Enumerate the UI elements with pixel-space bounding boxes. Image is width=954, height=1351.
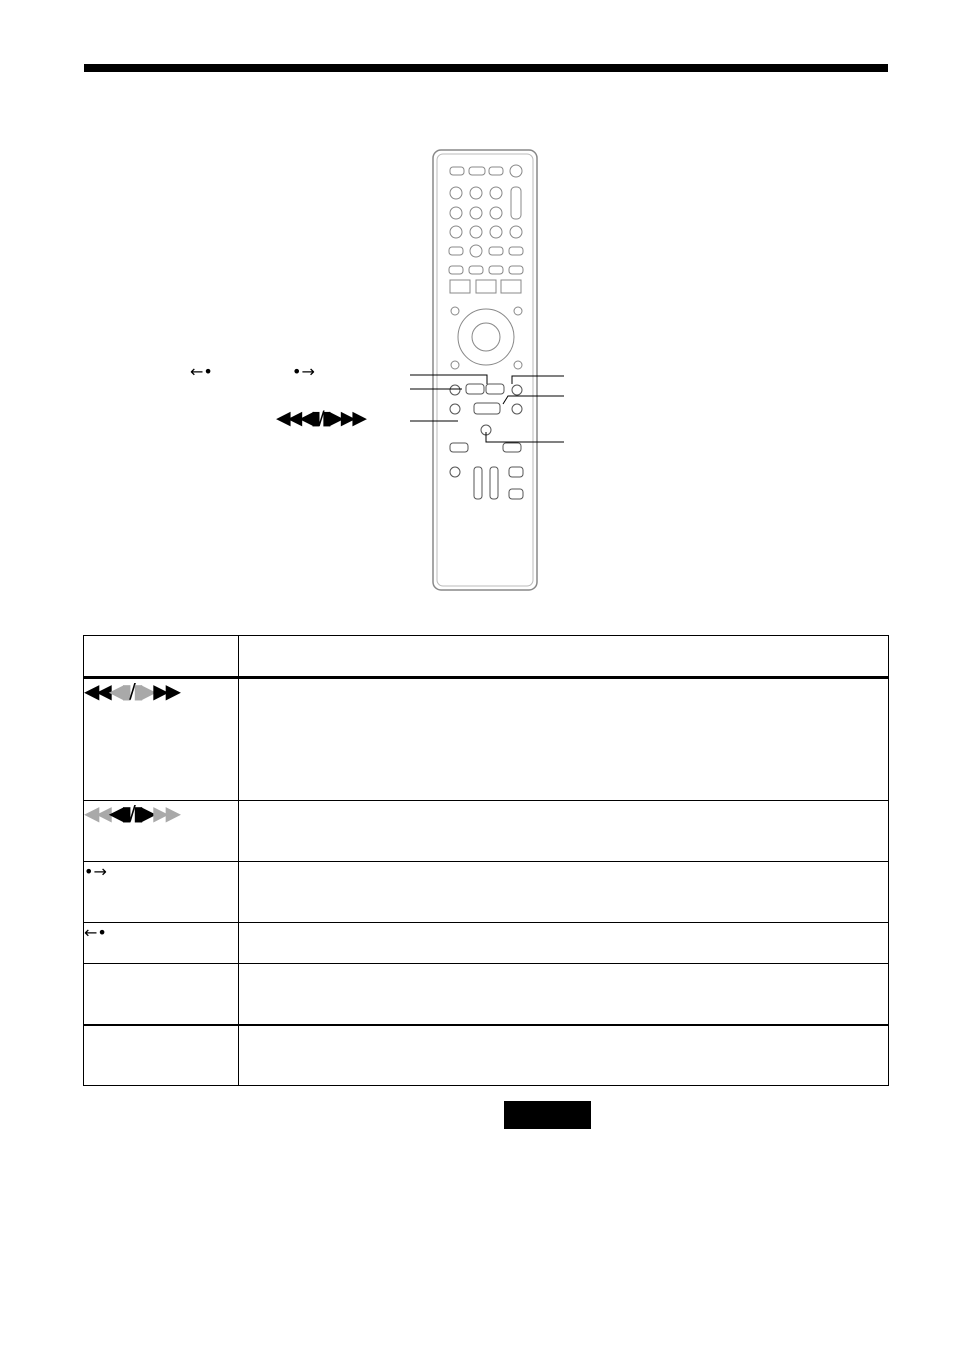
table-row-icon — [84, 964, 239, 1025]
table-row — [84, 964, 889, 1025]
table-header-row — [84, 636, 889, 678]
table-row-desc — [239, 1025, 889, 1086]
table-row — [84, 923, 889, 964]
slow-play-icon: ◀◀◀▮/▮▶▶▶ — [84, 801, 239, 862]
table-row-desc — [239, 678, 889, 801]
scan-slow-callout: ◀◀◀▮/▮▶▶▶ — [276, 407, 364, 429]
instant-replay-icon: ←• — [84, 923, 239, 964]
table-header-cell — [84, 636, 239, 678]
table-row-desc — [239, 923, 889, 964]
scan-slow-icon: ◀◀◀▮/▮▶▶▶ — [84, 678, 239, 801]
table-row — [84, 801, 889, 862]
table-row — [84, 1025, 889, 1086]
redacted-box — [504, 1101, 591, 1129]
table-row — [84, 678, 889, 801]
instant-advance-callout: •→ — [292, 362, 315, 381]
instant-advance-icon: •→ — [84, 862, 239, 923]
table-row-desc — [239, 964, 889, 1025]
table-row-desc — [239, 862, 889, 923]
table-row-icon — [84, 1025, 239, 1086]
table-row-desc — [239, 801, 889, 862]
instant-replay-callout: ←• — [190, 362, 213, 381]
table-header-cell — [239, 636, 889, 678]
callout-lines — [0, 0, 954, 500]
operations-table — [83, 635, 889, 1086]
table-row — [84, 862, 889, 923]
